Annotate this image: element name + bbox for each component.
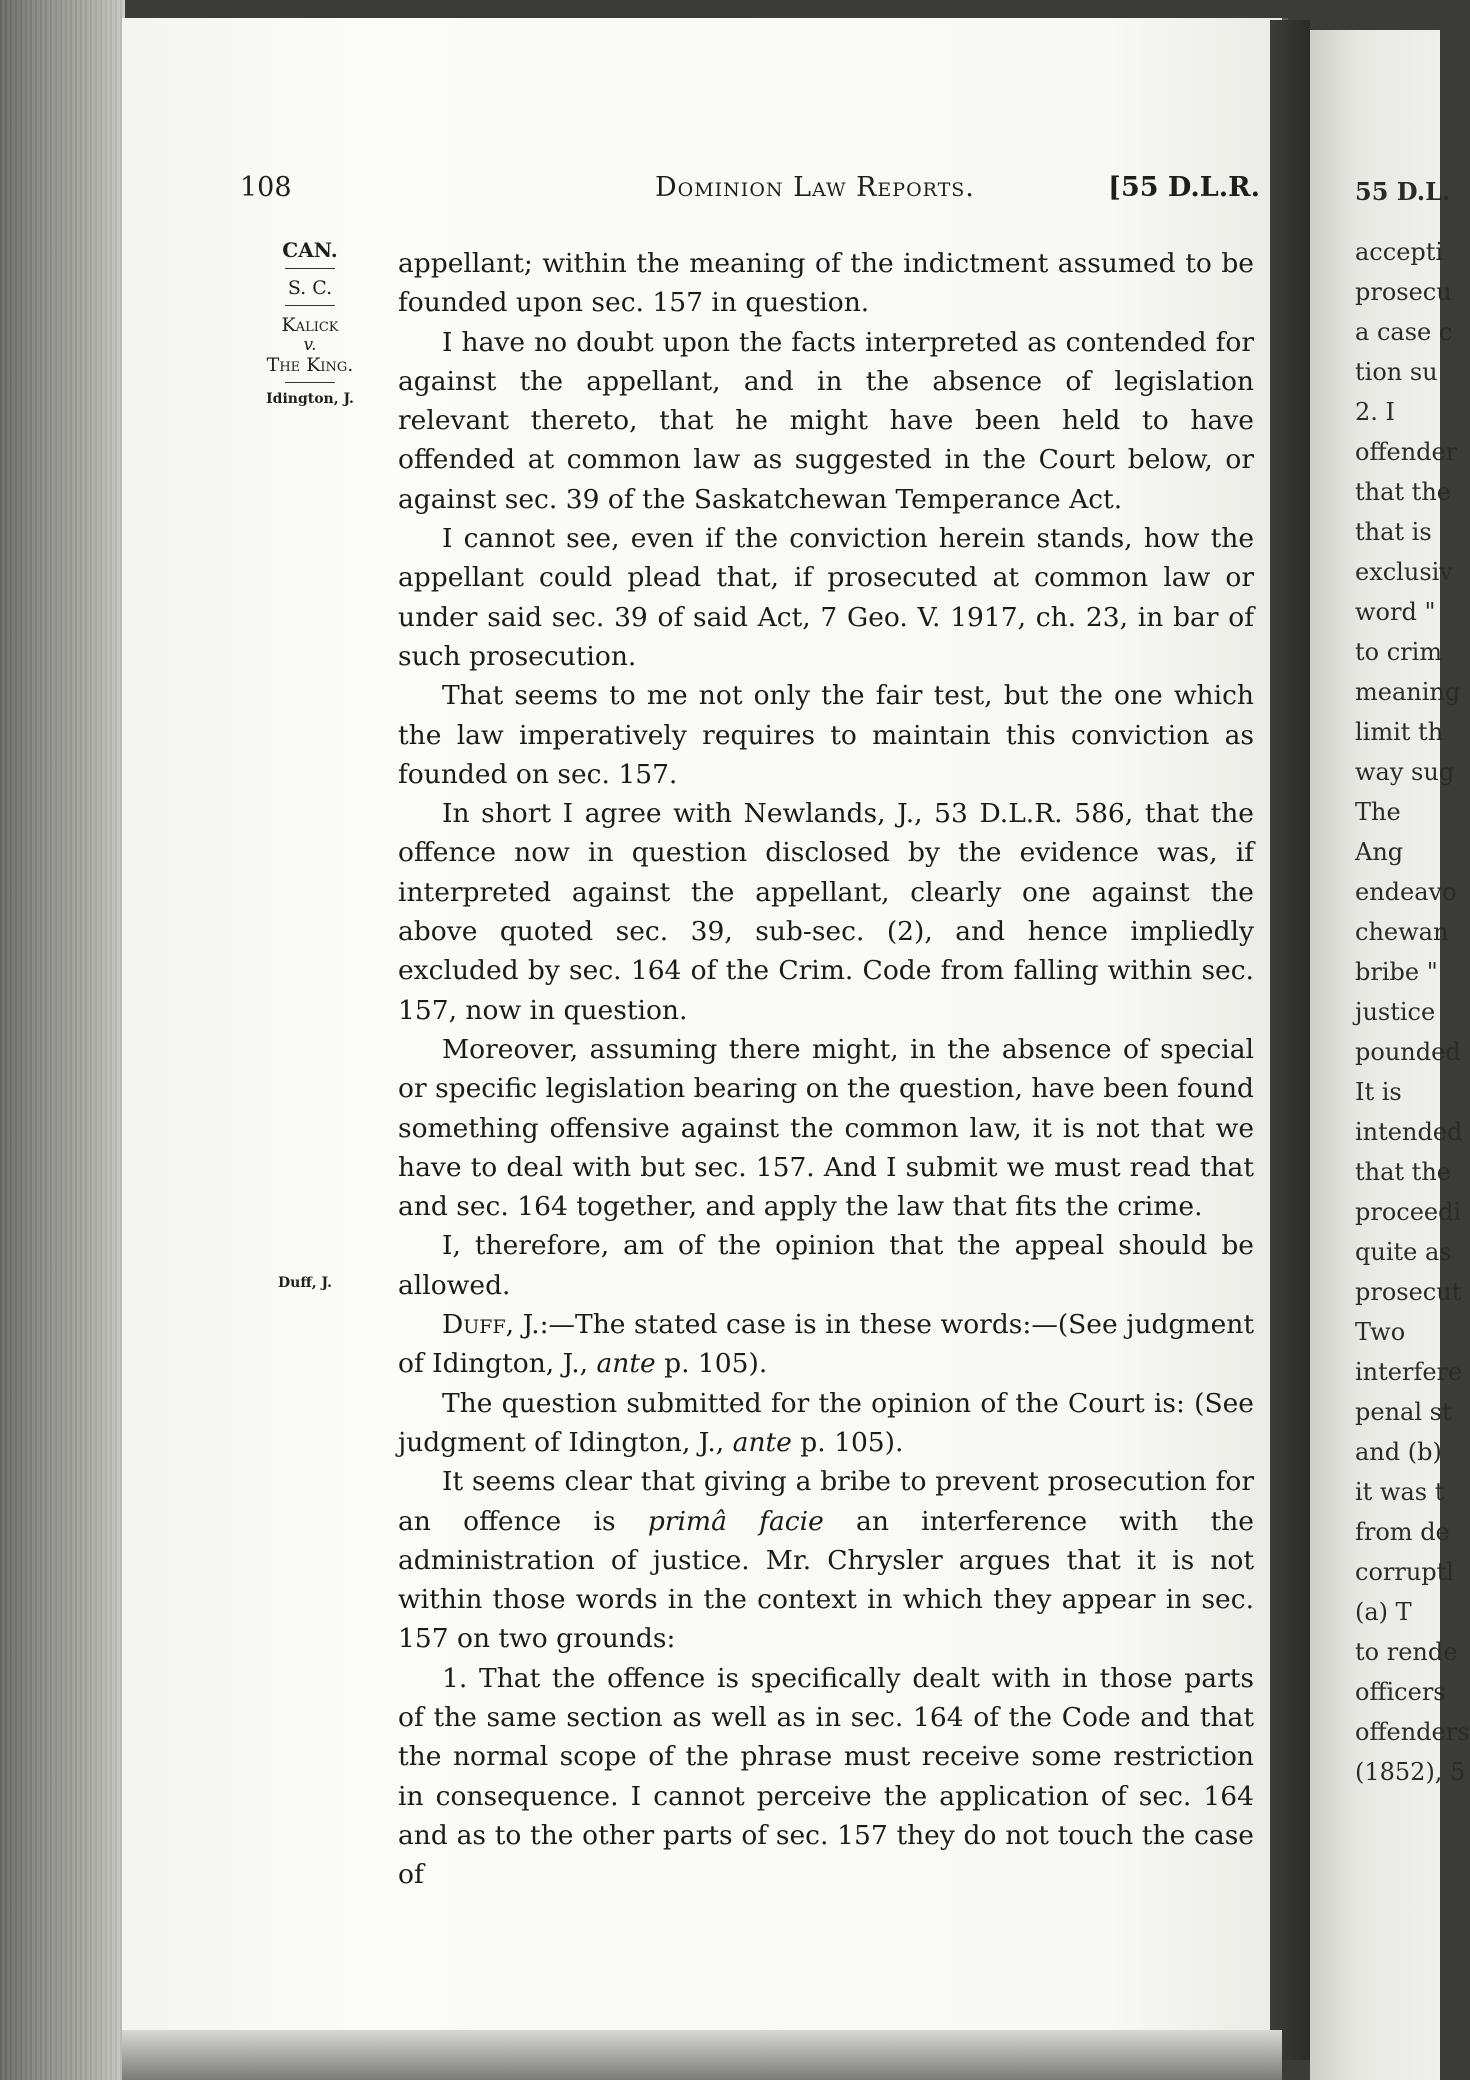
adjacent-page-line: it was t xyxy=(1355,1478,1445,1506)
running-header xyxy=(240,172,1260,212)
paragraph: In short I agree with Newlands, J., 53 D.L.R. 586, that the offence now in question disclosed by the evidence was, if interpreted against the appellant, clearly one against the above quoted sec. 39, sub-sec. (2), and hence impliedly excluded by sec. 164 of the Crim. Code from falling within sec. 157, now in question. xyxy=(398,798,1254,1026)
adjacent-page-line: Two xyxy=(1355,1318,1406,1346)
adjacent-page-line: The xyxy=(1355,798,1401,826)
adjacent-page-line: that is xyxy=(1355,518,1432,546)
adjacent-page-text xyxy=(1355,172,1470,1792)
adjacent-page-line: that the xyxy=(1355,1158,1451,1186)
adjacent-page-line: Ang xyxy=(1355,838,1404,866)
adjacent-page-line: prosecut xyxy=(1355,1278,1462,1306)
gutter-shadow xyxy=(1270,20,1310,2060)
margin-court: CAN. xyxy=(282,238,338,262)
adjacent-page-line: and (b) xyxy=(1355,1438,1442,1466)
margin-rule xyxy=(285,268,335,269)
adjacent-page-line: exclusiv xyxy=(1355,558,1453,586)
volume-label: [55 D.L.R. xyxy=(1108,172,1260,203)
margin-case-v: v. xyxy=(303,335,317,355)
adjacent-page-line: intended xyxy=(1355,1118,1463,1146)
adjacent-page-line: a case c xyxy=(1355,318,1453,346)
adjacent-page-line: justice xyxy=(1355,998,1436,1026)
adjacent-page-line: 2. I xyxy=(1355,398,1396,426)
adjacent-page-line: interfere xyxy=(1355,1358,1463,1386)
margin-judge-idington: Idington, J. xyxy=(266,391,354,407)
adjacent-page-line: accepti xyxy=(1355,238,1444,266)
adjacent-page-line: 55 D.L. xyxy=(1355,177,1451,206)
adjacent-page-line: quite as xyxy=(1355,1238,1452,1266)
adjacent-page-line: pounded xyxy=(1355,1038,1461,1066)
margin-rule xyxy=(285,305,335,306)
paragraph: It seems clear that giving a bribe to prevent prosecution for an offence is primâ facie an interference with the administration of justice. Mr. Chrysler argues that it is not within those words in the context in which they appear in sec. 157 on two grounds: xyxy=(398,1466,1254,1655)
adjacent-page-line: offender xyxy=(1355,438,1458,466)
margin-judge-duff: Duff, J. xyxy=(278,1275,332,1291)
adjacent-page-line: to crim xyxy=(1355,638,1443,666)
paragraph: I cannot see, even if the conviction herein stands, how the appellant could plead that, if prosecuted at common law or under said sec. 39 of said Act, 7 Geo. V. 1917, ch. 23, in bar of such prosecution. xyxy=(398,523,1254,672)
adjacent-page-line: from de xyxy=(1355,1518,1450,1546)
paragraph: I, therefore, am of the opinion that the appeal should be allowed. xyxy=(398,1230,1254,1301)
paragraph: appellant; within the meaning of the indictment assumed to be founded upon sec. 157 in question. xyxy=(398,248,1254,319)
adjacent-page-line: It is xyxy=(1355,1078,1402,1106)
paragraph: That seems to me not only the fair test, but the one which the law imperatively requires to maintain this conviction as founded on sec. 157. xyxy=(398,680,1254,790)
adjacent-page-line: word " xyxy=(1355,598,1436,626)
adjacent-page-line: offenders xyxy=(1355,1718,1470,1746)
margin-case-party1: Kalick xyxy=(281,314,339,336)
adjacent-page-line: proceedi xyxy=(1355,1198,1462,1226)
book-spine xyxy=(0,0,125,2080)
adjacent-page-line: penal st xyxy=(1355,1398,1452,1426)
margin-case-party2: The King. xyxy=(266,354,354,376)
paragraph: Moreover, assuming there might, in the absence of special or specific legislation bearing on the question, have been found something offensive against the common law, it is not that we have to deal with but sec. 157. And I submit we must read that and sec. 164 together, and apply the law that fits the crime. xyxy=(398,1033,1254,1223)
adjacent-page-line: prosecu xyxy=(1355,278,1452,306)
paragraph: The question submitted for the opinion of the Court is: (See judgment of Idington, J., ante p. 105). xyxy=(398,1387,1254,1458)
judgment-text xyxy=(398,244,1254,1894)
adjacent-page-line: corruptl xyxy=(1355,1558,1454,1586)
page-bottom-edge xyxy=(122,2030,1282,2080)
adjacent-page-line: to rende xyxy=(1355,1638,1458,1666)
adjacent-page-line: way sug xyxy=(1355,758,1455,786)
adjacent-page-line: limit th xyxy=(1355,718,1444,746)
judge-name: Duff, J. xyxy=(442,1309,540,1341)
margin-notes xyxy=(240,238,380,407)
margin-court-level: S. C. xyxy=(287,277,333,299)
paragraph: Duff, J.:—The stated case is in these words:—(See judgment of Idington, J., ante p. 105). xyxy=(398,1309,1254,1380)
paragraph: 1. That the offence is specifically dealt with in those parts of the same section as well as in sec. 164 of the Code and that the normal scope of the phrase must receive some restriction in consequence. I cannot perceive the application of sec. 164 and as to the other parts of sec. 157 they do not touch the case of xyxy=(398,1662,1254,1891)
adjacent-page-line: officers xyxy=(1355,1678,1446,1706)
adjacent-page-line: endeavo xyxy=(1355,878,1457,906)
adjacent-page-line: (a) T xyxy=(1355,1598,1412,1626)
adjacent-page-line: that the xyxy=(1355,478,1451,506)
paragraph: I have no doubt upon the facts interpreted as contended for against the appellant, and in the absence of legislation relevant thereto, that he might have been held to have offended at common law as suggested in the Court below, or against sec. 39 of the Saskatchewan Temperance Act. xyxy=(398,326,1254,515)
adjacent-page-line: (1852), 5 xyxy=(1355,1758,1466,1786)
page-number: 108 xyxy=(240,172,292,203)
adjacent-page-line: bribe " xyxy=(1355,958,1438,986)
margin-rule xyxy=(285,382,335,383)
adjacent-page-line: tion su xyxy=(1355,358,1438,386)
adjacent-page-line: chewan xyxy=(1355,918,1449,946)
running-title: Dominion Law Reports. xyxy=(655,172,975,203)
adjacent-page-line: meaning xyxy=(1355,678,1461,706)
